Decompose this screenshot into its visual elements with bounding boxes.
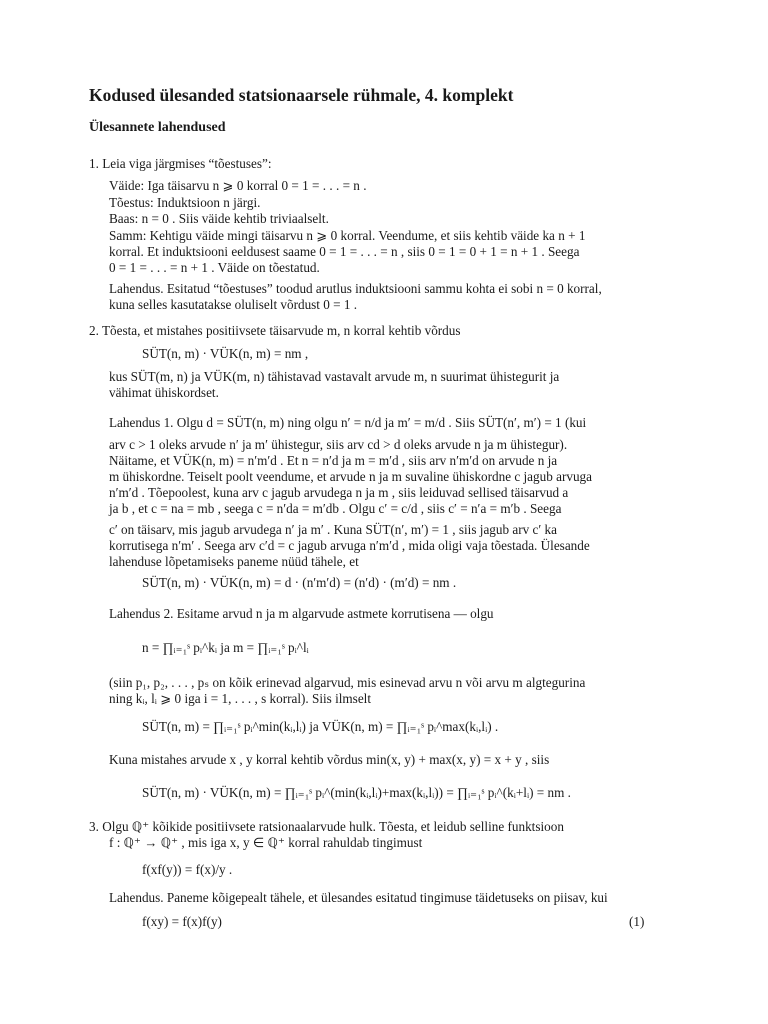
proof-line: Tõestus: Induktsioon n järgi. bbox=[109, 195, 261, 210]
base-case-line: Baas: n = 0 . Siis väide kehtib triviaalselt. bbox=[109, 211, 329, 226]
equation-number: (1) bbox=[629, 914, 645, 929]
text-line: kus SÜT(m, n) ja VÜK(m, n) tähistavad vastavalt arvude m, n suurimat ühistegurit ja bbox=[109, 369, 560, 384]
display-equation: f(xy) = f(x)f(y) bbox=[142, 914, 222, 929]
step-line: korral. Et induktsiooni eeldusest saame 0 = 1 = . . . = n , siis 0 = 1 = 0 + 1 = n + 1 . Seega bbox=[109, 244, 580, 259]
display-equation: SÜT(n, m) · VÜK(n, m) = d · (n′m′d) = (n′d) · (m′d) = nm . bbox=[142, 575, 457, 590]
text-line: (siin p₁, p₂, . . . , pₛ on kõik erinevad algarvud, mis esinevad arvu n või arvu m algtegurina bbox=[109, 675, 586, 690]
problem-2-statement: 2. Tõesta, et mistahes positiivsete täisarvude m, n korral kehtib võrdus bbox=[89, 323, 461, 338]
solution-2-line: Lahendus 2. Esitame arvud n ja m algarvude astmete korrutisena — olgu bbox=[109, 606, 494, 621]
text-line: korrutisega n′m′ . Seega arv c′d = c jagub arvuga n′m′d , mida oligi vaja tõestada. Ülesande bbox=[109, 538, 590, 553]
solution-line: Lahendus. Paneme kõigepealt tähele, et ülesandes esitatud tingimuse täidetuseks on piisav, kui bbox=[109, 890, 608, 905]
text-line: lahenduse lõpetamiseks paneme nüüd tähele, et bbox=[109, 554, 359, 569]
text-line: f : ℚ⁺ → ℚ⁺ , mis iga x, y ∈ ℚ⁺ korral rahuldab tingimust bbox=[109, 835, 423, 850]
problem-1-statement: 1. Leia viga järgmises “tõestuses”: bbox=[89, 156, 272, 171]
step-line: Samm: Kehtigu väide mingi täisarvu n ⩾ 0 korral. Veendume, et siis kehtib väide ka n + 1 bbox=[109, 228, 586, 243]
text-line: m ühiskordne. Teiselt poolt veendume, et arvude n ja m suvaline ühiskordne c jagub arvuga bbox=[109, 469, 592, 484]
display-equation: n = ∏ᵢ₌₁ˢ pᵢ^kᵢ ja m = ∏ᵢ₌₁ˢ pᵢ^lᵢ bbox=[142, 640, 309, 655]
solution-1-line: Lahendus 1. Olgu d = SÜT(n, m) ning olgu n′ = n/d ja m′ = m/d . Siis SÜT(n′, m′) = 1 (kui bbox=[109, 415, 587, 430]
text-line: n′m′d . Tõepoolest, kuna arv c jagub arvudega n ja m , siis leiduvad sellised täisarvud a bbox=[109, 485, 569, 500]
display-equation: SÜT(n, m) · VÜK(n, m) = nm , bbox=[142, 346, 309, 361]
page-title: Kodused ülesanded statsionaarsele rühmale, 4. komplekt bbox=[89, 85, 514, 105]
text-line: arv c > 1 oleks arvude n′ ja m′ ühistegur, siis arv cd > d oleks arvude n ja m ühistegur). bbox=[109, 437, 568, 452]
text-line: c′ on täisarv, mis jagub arvudega n′ ja m′ . Kuna SÜT(n′, m′) = 1 , siis jagub arv c′ ka bbox=[109, 522, 557, 537]
text-line: Näitame, et VÜK(n, m) = n′m′d . Et n = n′d ja m = m′d , siis arv n′m′d on arvude n ja bbox=[109, 453, 558, 468]
solution-line: Lahendus. Esitatud “tõestuses” toodud arutlus induktsiooni sammu kohta ei sobi n = 0 korral, bbox=[109, 281, 602, 296]
step-line: 0 = 1 = . . . = n + 1 . Väide on tõestatud. bbox=[109, 260, 320, 275]
display-equation: SÜT(n, m) · VÜK(n, m) = ∏ᵢ₌₁ˢ pᵢ^(min(kᵢ,lᵢ)+max(kᵢ,lᵢ)) = ∏ᵢ₌₁ˢ pᵢ^(kᵢ+lᵢ) = nm . bbox=[142, 785, 571, 800]
display-equation: SÜT(n, m) = ∏ᵢ₌₁ˢ pᵢ^min(kᵢ,lᵢ) ja VÜK(n, m) = ∏ᵢ₌₁ˢ pᵢ^max(kᵢ,lᵢ) . bbox=[142, 719, 499, 734]
claim-line: Väide: Iga täisarvu n ⩾ 0 korral 0 = 1 = . . . = n . bbox=[109, 178, 367, 193]
section-title: Ülesannete lahendused bbox=[89, 120, 226, 135]
display-equation: f(xf(y)) = f(x)/y . bbox=[142, 862, 233, 877]
text-line: Kuna mistahes arvude x , y korral kehtib võrdus min(x, y) + max(x, y) = x + y , siis bbox=[109, 752, 550, 767]
text-line: ja b , et c = na = mb , seega c = n′da = m′db . Olgu c′ = c/d , siis c′ = n′a = m′b . Seega bbox=[109, 501, 562, 516]
text-line: ning kᵢ, lᵢ ⩾ 0 iga i = 1, . . . , s korral). Siis ilmselt bbox=[109, 691, 371, 706]
problem-3-statement: 3. Olgu ℚ⁺ kõikide positiivsete ratsionaalarvude hulk. Tõesta, et leidub selline funktsioon bbox=[89, 819, 564, 834]
solution-line: kuna selles kasutatakse oluliselt võrdust 0 = 1 . bbox=[109, 297, 358, 312]
text-line: vähimat ühiskordset. bbox=[109, 385, 219, 400]
